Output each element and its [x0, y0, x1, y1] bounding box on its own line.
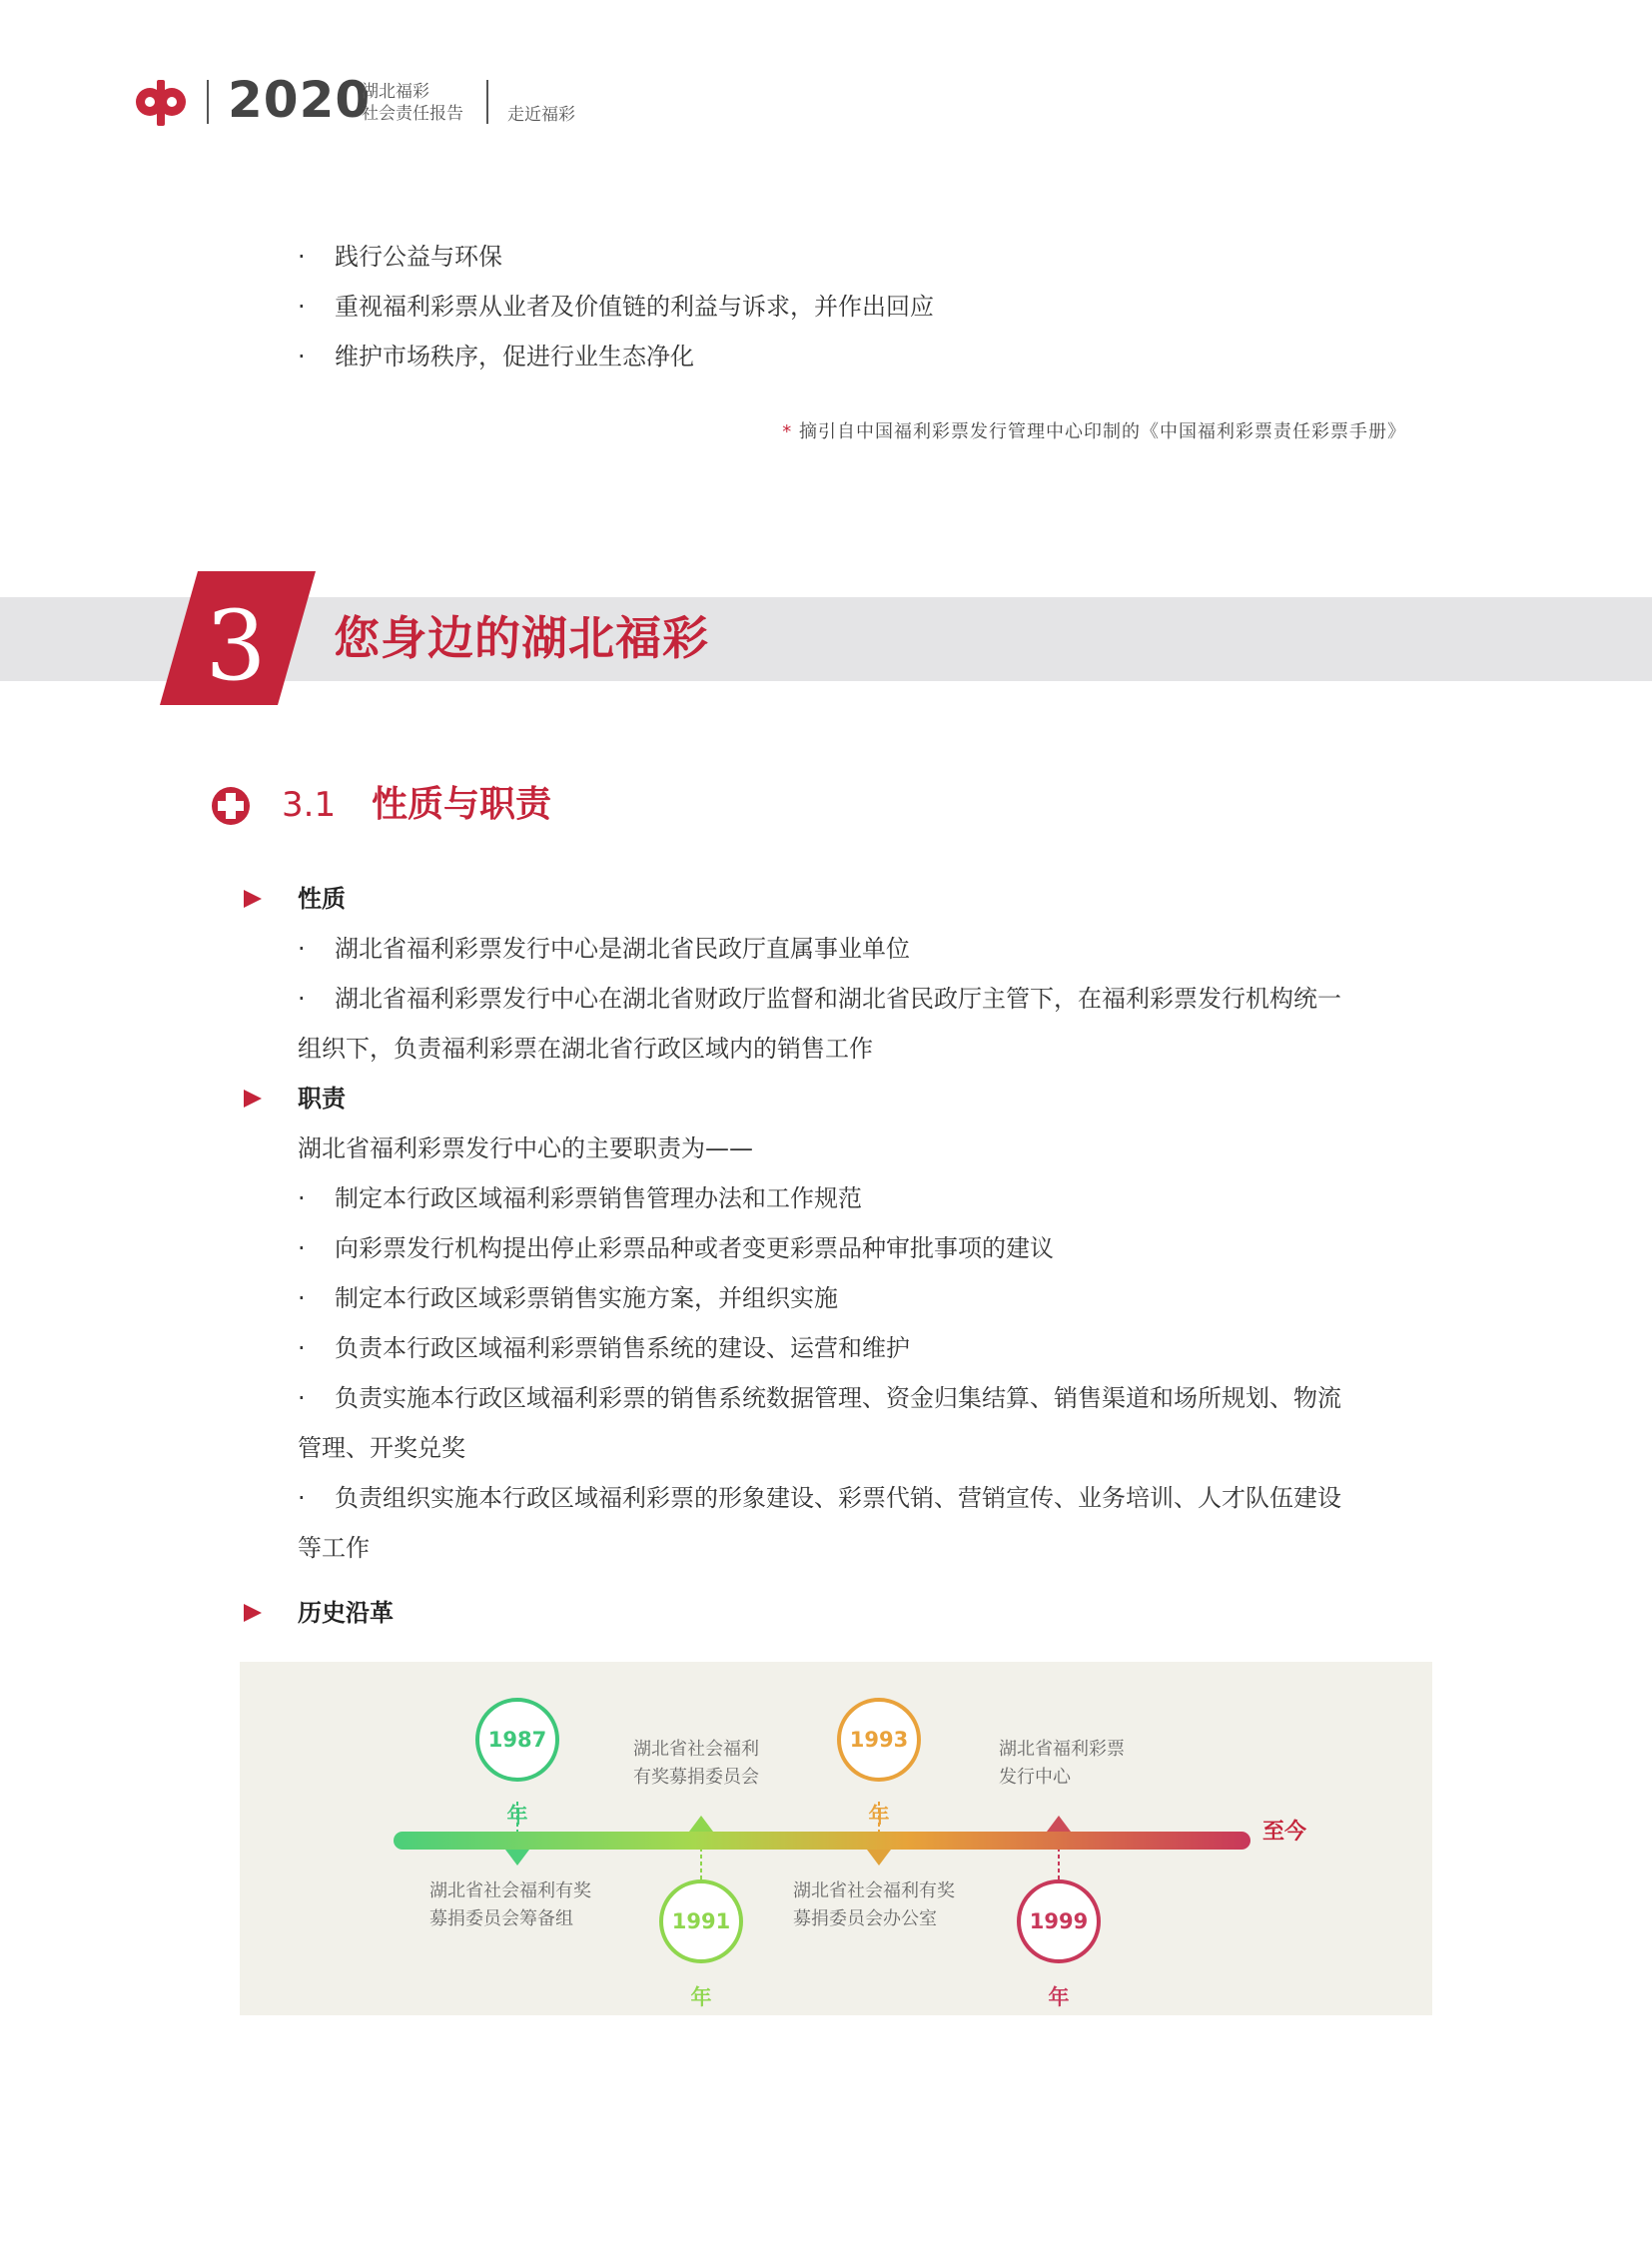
list-item-continuation [0, 1423, 1652, 1473]
bullet-mark: · [298, 1234, 306, 1262]
section-cross-icon [210, 785, 252, 827]
continuation-text: 组织下，负责福利彩票在湖北省行政区域内的销售工作 [298, 1035, 873, 1063]
play-triangle-icon [242, 888, 264, 910]
duties-lead-text: 湖北省福利彩票发行中心的主要职责为—— [298, 1134, 753, 1162]
bullet-mark: · [298, 243, 306, 271]
bullet-mark: · [298, 1284, 306, 1312]
list-item [0, 232, 1652, 282]
bullet-mark: · [298, 985, 306, 1013]
list-item-text: 向彩票发行机构提出停止彩票品种或者变更彩票品种审批事项的建议 [335, 1234, 1054, 1262]
timeline-label [633, 1736, 759, 1792]
timeline-end-label: 至今 [1262, 1820, 1307, 1845]
list-item [0, 1173, 1652, 1223]
report-title-line2: 社会责任报告 [362, 104, 463, 124]
list-item-text: 践行公益与环保 [335, 243, 502, 271]
timeline-pointer-up [1047, 1816, 1071, 1832]
list-item [0, 1323, 1652, 1373]
list-item [0, 924, 1652, 974]
continuation-text: 等工作 [298, 1534, 370, 1562]
bullet-mark: · [298, 343, 306, 371]
list-item [0, 1473, 1652, 1523]
list-item-text: 制定本行政区域福利彩票销售管理办法和工作规范 [335, 1184, 862, 1212]
continuation-text: 管理、开奖兑奖 [298, 1434, 465, 1462]
list-item-text: 负责组织实施本行政区域福利彩票的形象建设、彩票代销、营销宣传、业务培训、人才队伍建设 [335, 1484, 1341, 1512]
timeline-year-1993: 1993年 [837, 1698, 921, 1782]
timeline-pointer-down [867, 1850, 891, 1866]
section-number: 3.1 [282, 785, 337, 825]
bullet-mark: · [298, 1334, 306, 1362]
list-item-text: 负责本行政区域福利彩票销售系统的建设、运营和维护 [335, 1334, 910, 1362]
timeline-graphic [240, 1662, 1432, 2015]
list-item-continuation [0, 1024, 1652, 1074]
quote-text: 摘引自中国福利彩票发行管理中心印制的《中国福利彩票责任彩票手册》 [799, 421, 1406, 442]
play-triangle-icon [242, 1088, 264, 1110]
nature-heading: 性质 [298, 885, 346, 913]
timeline-label-line: 发行中心 [999, 1767, 1071, 1788]
bullet-mark: · [298, 935, 306, 963]
list-item-text: 制定本行政区域彩票销售实施方案，并组织实施 [335, 1284, 838, 1312]
list-item-text: 重视福利彩票从业者及价值链的利益与诉求，并作出回应 [335, 293, 934, 321]
timeline-label-line: 募捐委员会筹备组 [429, 1908, 573, 1929]
timeline-label-line: 募捐委员会办公室 [793, 1908, 937, 1929]
timeline-label-line: 湖北省社会福利有奖 [793, 1880, 955, 1901]
timeline-year-1987: 1987年 [475, 1698, 559, 1782]
list-item-text: 湖北省福利彩票发行中心在湖北省财政厅监督和湖北省民政厅主管下，在福利彩票发行机构统一 [335, 985, 1341, 1013]
source-quote [782, 417, 1406, 447]
list-item [0, 1223, 1652, 1273]
list-item-text: 湖北省福利彩票发行中心是湖北省民政厅直属事业单位 [335, 935, 910, 963]
timeline-label-line: 湖北省福利彩票 [999, 1739, 1125, 1760]
timeline-label [999, 1736, 1125, 1792]
list-item-continuation [0, 1523, 1652, 1573]
timeline-year-1991: 1991年 [659, 1879, 743, 1963]
list-item-text: 维护市场秩序，促进行业生态净化 [335, 343, 694, 371]
report-title-line1: 湖北福彩 [362, 82, 429, 102]
bullet-mark: · [298, 1184, 306, 1212]
timeline-year-1999: 1999年 [1017, 1879, 1101, 1963]
timeline-label-line: 有奖募捐委员会 [633, 1767, 759, 1788]
list-item-text: 负责实施本行政区域福利彩票的销售系统数据管理、资金归集结算、销售渠道和场所规划、物流 [335, 1384, 1341, 1412]
history-heading: 历史沿革 [298, 1599, 394, 1627]
timeline-label-line: 湖北省社会福利有奖 [429, 1880, 591, 1901]
bullet-mark: · [298, 1384, 306, 1412]
section-title: 性质与职责 [372, 784, 552, 825]
welfare-lottery-logo-icon [133, 78, 189, 128]
list-item [0, 332, 1652, 381]
chapter-title: 您身边的湖北福彩 [334, 611, 709, 665]
timeline-label [793, 1877, 955, 1933]
timeline-pointer-down [505, 1850, 529, 1866]
play-triangle-icon [242, 1602, 264, 1624]
bullet-mark: · [298, 293, 306, 321]
header-divider [207, 80, 209, 124]
timeline-label-line: 湖北省社会福利 [633, 1739, 759, 1760]
header-divider [486, 80, 488, 124]
header-section-name: 走近福彩 [507, 105, 575, 125]
list-item [0, 282, 1652, 332]
bullet-mark: · [298, 1484, 306, 1512]
report-year: 2020 [228, 71, 372, 129]
chapter-number: 3 [205, 590, 267, 702]
quote-star: * [782, 421, 793, 442]
chapter-number-badge [160, 571, 316, 705]
list-item [0, 1373, 1652, 1423]
list-item [0, 974, 1652, 1024]
duties-lead [0, 1123, 1652, 1173]
timeline-pointer-up [689, 1816, 713, 1832]
timeline-label [429, 1877, 591, 1933]
duties-heading: 职责 [298, 1085, 346, 1113]
list-item [0, 1273, 1652, 1323]
